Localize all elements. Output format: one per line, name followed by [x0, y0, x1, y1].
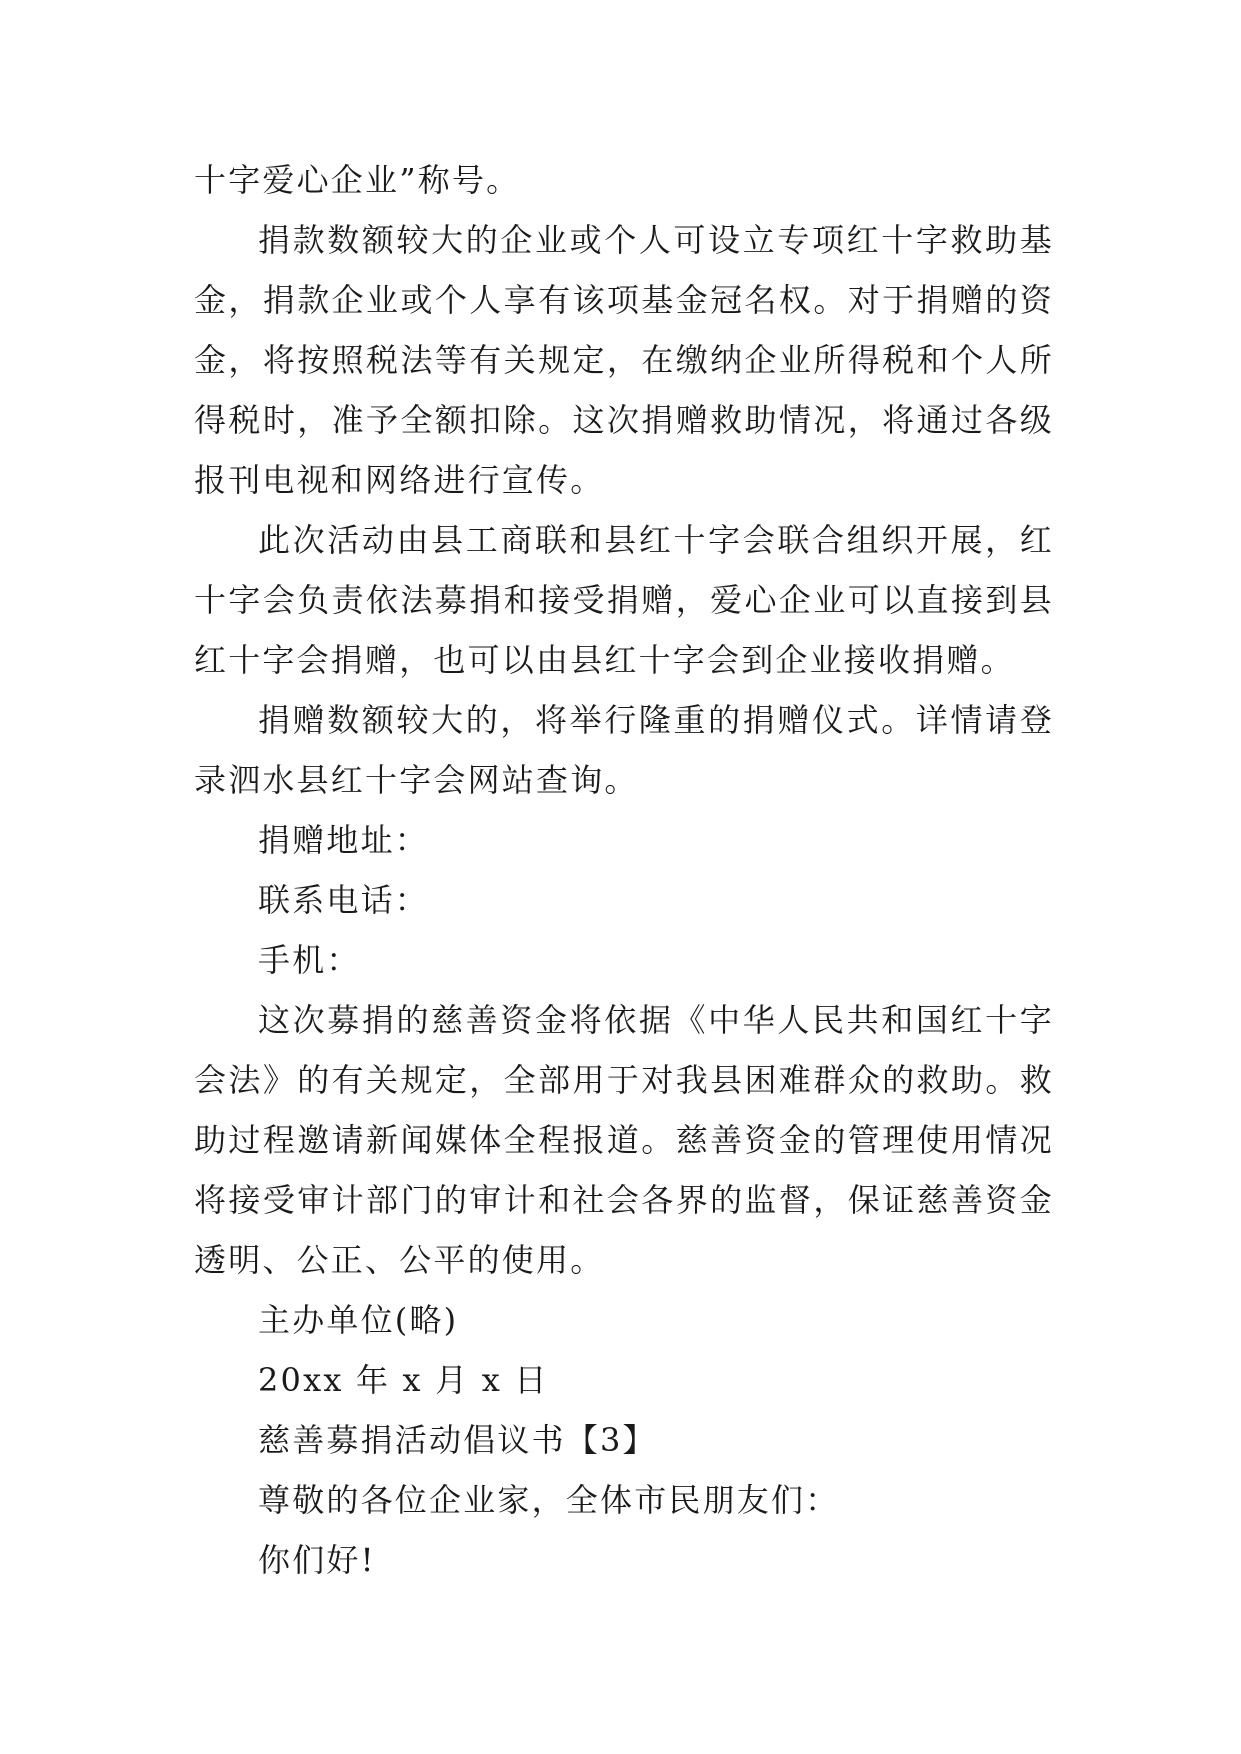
organizer-line: 主办单位(略) — [258, 1301, 459, 1339]
date-line: 20xx 年 x 月 x 日 — [258, 1361, 549, 1399]
greeting-line: 你们好! — [258, 1541, 376, 1579]
mobile-label: 手机： — [258, 941, 361, 979]
paragraph-continuation: 十字爱心企业”称号。 — [194, 161, 521, 199]
paragraph-ceremony: 捐赠数额较大的，将举行隆重的捐赠仪式。详情请登录泗水县红十字会网站查询。 — [194, 701, 1054, 799]
donation-address-label: 捐赠地址： — [258, 821, 430, 859]
section-title: 慈善募捐活动倡议书【3】 — [258, 1421, 657, 1459]
salutation-line: 尊敬的各位企业家，全体市民朋友们： — [258, 1481, 840, 1519]
paragraph-donation-fund: 捐款数额较大的企业或个人可设立专项红十字救助基金，捐款企业或个人享有该项基金冠名权。对于捐赠的资金，将按照税法等有关规定，在缴纳企业所得税和个人所得税时，准予全额扣除。这次捐赠救助情况，将通过各级报刊电视和网络进行宣传。 — [194, 221, 1054, 499]
contact-phone-label: 联系电话： — [258, 881, 430, 919]
paragraph-organization: 此次活动由县工商联和县红十字会联合组织开展，红十字会负责依法募捐和接受捐赠，爱心企业可以直接到县红十字会捐赠，也可以由县红十字会到企业接收捐赠。 — [194, 521, 1054, 679]
paragraph-fund-usage: 这次募捐的慈善资金将依据《中华人民共和国红十字会法》的有关规定，全部用于对我县困难群众的救助。救助过程邀请新闻媒体全程报道。慈善资金的管理使用情况将接受审计部门的审计和社会各界的监督，保证慈善资金透明、公正、公平的使用。 — [194, 1001, 1054, 1279]
document-body — [194, 150, 1054, 1590]
